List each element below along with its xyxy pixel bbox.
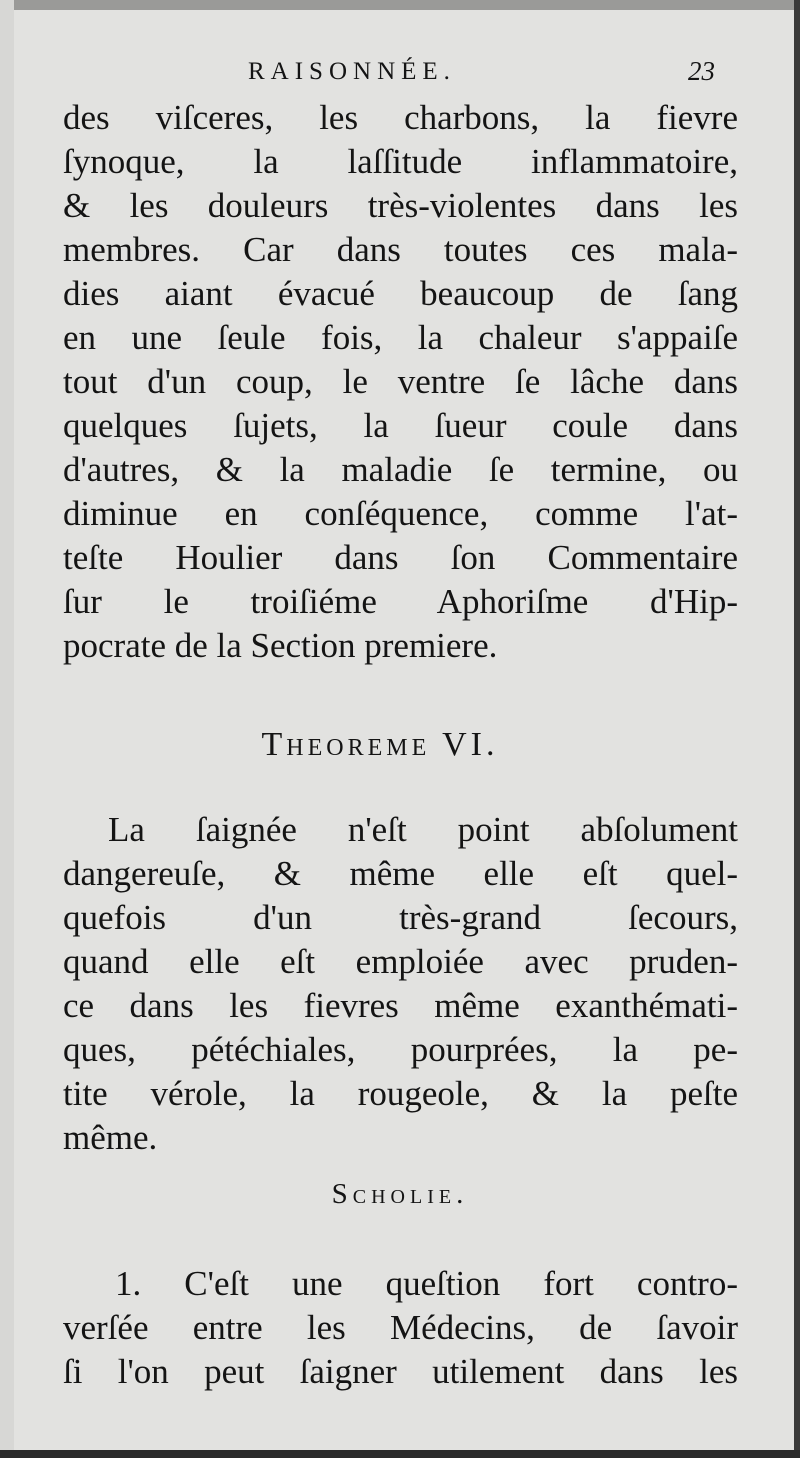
text-line: tout d'un coup, le ventre ſe lâche dans xyxy=(63,362,738,401)
text-line: ſynoque, la laſſitude inflammatoire, xyxy=(63,142,738,181)
text-line: dies aiant évacué beaucoup de ſang xyxy=(63,274,738,313)
page-top-edge xyxy=(0,0,800,10)
text-line: même. xyxy=(63,1118,158,1157)
text-line: tite vérole, la rougeole, & la peſte xyxy=(63,1074,738,1113)
text-line: d'autres, & la maladie ſe termine, ou xyxy=(63,450,738,489)
text-line: ſur le troiſiéme Aphoriſme d'Hip- xyxy=(63,582,738,621)
text-line: ſi l'on peut ſaigner utilement dans les xyxy=(63,1352,738,1391)
text-line: membres. Car dans toutes ces mala- xyxy=(63,230,738,269)
page-left-edge xyxy=(0,0,14,1458)
text-line: La ſaignée n'eſt point abſolument xyxy=(108,810,738,849)
text-line: des viſceres, les charbons, la fievre xyxy=(63,98,738,137)
page-bottom-edge xyxy=(0,1450,800,1458)
text-line: verſée entre les Médecins, de ſavoir xyxy=(63,1308,738,1347)
text-line: teſte Houlier dans ſon Commentaire xyxy=(63,538,738,577)
text-line: quand elle eſt emploiée avec pruden- xyxy=(63,942,738,981)
text-line: & les douleurs très-violentes dans les xyxy=(63,186,738,225)
text-line: dangereuſe, & même elle eſt quel- xyxy=(63,854,738,893)
text-line: diminue en conſéquence, comme l'at- xyxy=(63,494,738,533)
running-head: RAISONNÉE. xyxy=(248,58,456,85)
scholie-heading: Scholie. xyxy=(331,1178,469,1210)
text-line: quefois d'un très-grand ſecours, xyxy=(63,898,738,937)
text-line: en une ſeule fois, la chaleur s'appaiſe xyxy=(63,318,738,357)
theorem-heading: Theoreme VI. xyxy=(261,726,499,763)
page-number: 23 xyxy=(688,56,715,86)
text-line: pocrate de la Section premiere. xyxy=(63,626,498,665)
text-line: ce dans les fievres même exanthémati- xyxy=(63,986,738,1025)
text-line: quelques ſujets, la ſueur coule dans xyxy=(63,406,738,445)
text-line: ques, pétéchiales, pourprées, la pe- xyxy=(63,1030,738,1069)
page-right-edge xyxy=(794,0,800,1458)
text-line: 1. C'eſt une queſtion fort contro- xyxy=(115,1264,738,1303)
